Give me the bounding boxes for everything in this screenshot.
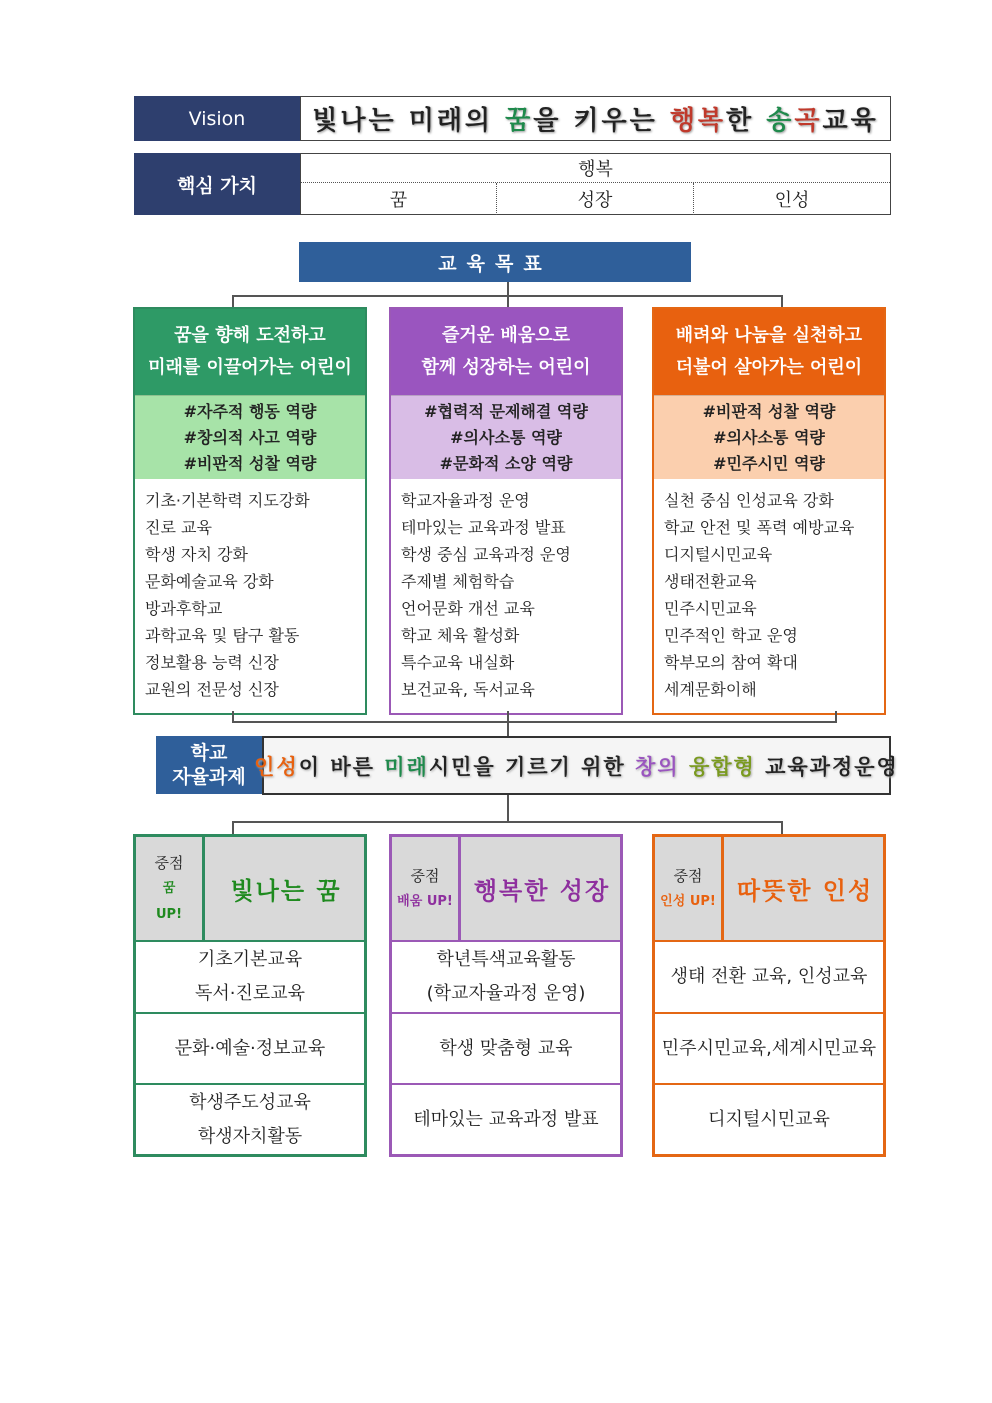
focus-row-line: 학생주도성교육 [189, 1091, 311, 1113]
focus-row-line: (학교자율과정 운영) [426, 983, 586, 1004]
competency: #비판적 성찰 역량 [183, 453, 317, 473]
list-item: 학생 자치 강화 [145, 545, 248, 564]
goal-heading-line: 즐거운 배움으로 [442, 325, 570, 346]
focus-row [136, 942, 364, 1014]
focus-row [392, 1014, 620, 1085]
focus-header [392, 837, 620, 942]
goal-heading [654, 309, 884, 395]
goal-heading [391, 309, 621, 395]
vision-label: Vision [134, 96, 300, 141]
core-value-dream: 꿈 [301, 183, 497, 215]
goal-column-dream [133, 307, 367, 715]
goal-column-growth [389, 307, 623, 715]
focus-row [392, 942, 620, 1014]
school-task-segment: 미래 [384, 754, 429, 779]
competency: #문화적 소양 역량 [439, 453, 573, 473]
connector-line [781, 821, 783, 834]
school-task-segment: 교육과정운영 [755, 754, 899, 779]
focus-row-line: 디지털시민교육 [708, 1108, 830, 1130]
focus-row [655, 1014, 883, 1085]
focus-header [655, 837, 883, 942]
goal-heading-line: 배려와 나눔을 실천하고 [675, 325, 863, 346]
school-task-segment: 융합형 [688, 754, 756, 779]
list-item: 언어문화 개선 교육 [401, 599, 535, 618]
focus-tag [392, 837, 461, 940]
competency: #자주적 행동 역량 [183, 401, 317, 421]
vision-segment: 송 [766, 106, 795, 136]
focus-tag-label: 중점 [410, 866, 440, 885]
list-item: 방과후학교 [145, 599, 223, 618]
competency: #창의적 사고 역량 [183, 427, 317, 447]
school-task-label-line: 학교 [190, 742, 228, 764]
focus-tag-keyword: 인성 UP! [660, 893, 716, 909]
vision-statement [300, 96, 891, 141]
connector-line [781, 295, 783, 307]
list-item: 보건교육, 독서교육 [401, 680, 535, 699]
competency-list [654, 395, 884, 479]
goal-item-list [654, 479, 884, 713]
focus-tag [136, 837, 205, 940]
list-item: 세계문화이해 [664, 680, 757, 699]
competency-list [135, 395, 365, 479]
vision-segment: 행복 [669, 106, 727, 136]
focus-tag-label: 중점 [673, 866, 703, 885]
list-item: 학생 중심 교육과정 운영 [401, 545, 571, 564]
competency: #의사소통 역량 [450, 427, 562, 447]
core-values-box [300, 153, 891, 215]
focus-tag-keyword: 꿈 [162, 880, 176, 896]
school-task-statement [254, 736, 899, 795]
connector-line [507, 295, 509, 307]
list-item: 진로 교육 [145, 518, 212, 537]
focus-box-character [652, 834, 886, 1157]
list-item: 생태전환교육 [664, 572, 757, 591]
competency-list [391, 395, 621, 479]
connector-line [232, 821, 234, 834]
list-item: 학교 체육 활성화 [401, 626, 520, 645]
focus-tag-up: UP! [155, 906, 182, 922]
goal-heading [135, 309, 365, 395]
list-item: 디지털시민교육 [664, 545, 773, 564]
list-item: 과학교육 및 탐구 활동 [145, 626, 300, 645]
connector-line [507, 795, 509, 822]
list-item: 테마있는 교육과정 발표 [401, 518, 566, 537]
core-values-label: 핵심 가치 [134, 153, 300, 215]
goal-item-list [135, 479, 365, 713]
focus-header [136, 837, 364, 942]
competency: #협력적 문제해결 역량 [424, 401, 588, 421]
core-value-growth: 성장 [497, 183, 694, 215]
goal-heading-line: 꿈을 향해 도전하고 [174, 325, 326, 346]
focus-row-line: 생태 전환 교육, 인성교육 [670, 966, 868, 987]
vision-segment: 을 키우는 [533, 106, 670, 136]
focus-title: 행복한 성장 [473, 877, 611, 905]
focus-tag-keyword: 배움 UP! [397, 893, 453, 909]
connector-line [232, 295, 234, 307]
focus-title: 따뜻한 인성 [736, 877, 874, 905]
focus-row-line: 독서·진로교육 [194, 983, 306, 1004]
goal-heading-line: 함께 성장하는 어린이 [421, 357, 591, 378]
focus-row-line: 기초기본교육 [197, 949, 303, 970]
focus-row-line: 테마있는 교육과정 발표 [413, 1108, 599, 1130]
list-item: 정보활용 능력 신장 [145, 653, 279, 672]
focus-row-line: 학생자치활동 [197, 1125, 303, 1147]
list-item: 문화예술교육 강화 [145, 572, 274, 591]
list-item: 학교자율과정 운영 [401, 491, 530, 510]
vision-segment: 꿈 [505, 106, 534, 136]
focus-tag [655, 837, 724, 940]
competency: #민주시민 역량 [713, 453, 825, 473]
focus-row [655, 1085, 883, 1154]
connector-line [507, 711, 509, 736]
vision-segment: 곡 [794, 106, 823, 136]
competency: #비판적 성찰 역량 [702, 401, 836, 421]
school-task-label-line: 자율과제 [172, 766, 246, 788]
education-goals-title: 교육목표 [299, 242, 691, 282]
connector-line [232, 821, 782, 823]
focus-row [392, 1085, 620, 1154]
vision-segment: 한 [726, 106, 767, 136]
focus-row-line: 학생 맞춤형 교육 [439, 1037, 573, 1059]
list-item: 교원의 전문성 신장 [145, 680, 279, 699]
school-task-label [156, 736, 262, 794]
focus-row-line: 학년특색교육활동 [436, 949, 576, 970]
focus-row [136, 1014, 364, 1085]
focus-box-dream [133, 834, 367, 1157]
list-item: 민주적인 학교 운영 [664, 626, 798, 645]
focus-row-line: 민주시민교육,세계시민교육 [661, 1037, 877, 1059]
focus-title: 빛나는 꿈 [230, 877, 342, 905]
list-item: 학부모의 참여 확대 [664, 653, 798, 672]
school-task-segment: 인성 [254, 754, 299, 779]
goal-item-list [391, 479, 621, 713]
vision-segment: 교육 [822, 106, 879, 136]
focus-row [136, 1085, 364, 1154]
list-item: 특수교육 내실화 [401, 653, 515, 672]
list-item: 학교 안전 및 폭력 예방교육 [664, 518, 855, 537]
connector-line [232, 721, 837, 723]
goal-column-character [652, 307, 886, 715]
list-item: 주제별 체험학습 [401, 572, 515, 591]
core-value-happiness: 행복 [301, 154, 890, 183]
list-item: 실천 중심 인성교육 강화 [664, 491, 834, 510]
focus-box-growth [389, 834, 623, 1157]
list-item: 민주시민교육 [664, 599, 757, 618]
focus-row [655, 942, 883, 1014]
connector-line [507, 282, 509, 296]
core-value-character: 인성 [774, 190, 810, 211]
competency: #의사소통 역량 [713, 427, 825, 447]
school-task-segment: 창의 [635, 754, 689, 779]
school-task-segment: 이 바른 [298, 754, 385, 779]
school-task-segment: 시민을 기르기 위한 [428, 754, 636, 779]
list-item: 기초·기본학력 지도강화 [145, 491, 310, 510]
focus-tag-label: 중점 [154, 853, 184, 872]
focus-row-line: 문화·예술·정보교육 [174, 1037, 326, 1059]
goal-heading-line: 더불어 살아가는 어린이 [675, 357, 863, 378]
goal-heading-line: 미래를 이끌어가는 어린이 [148, 357, 352, 378]
vision-segment: 빛나는 미래의 [312, 106, 506, 136]
